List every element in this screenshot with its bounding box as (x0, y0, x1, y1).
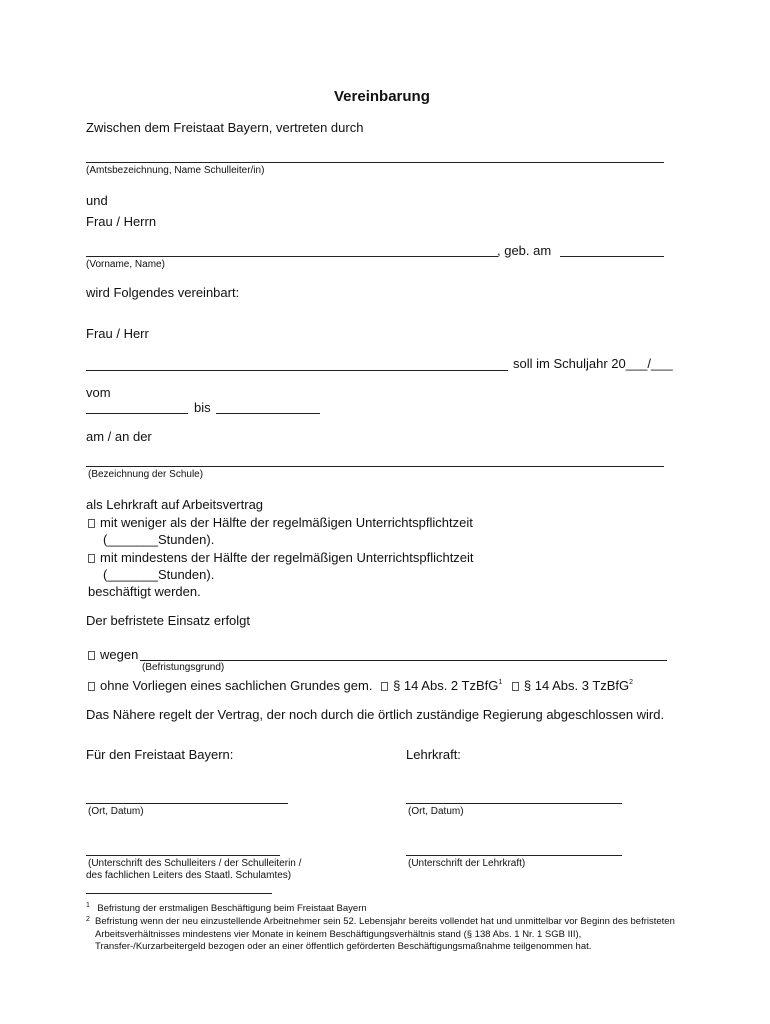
als-lehrkraft-text: als Lehrkraft auf Arbeitsvertrag (86, 497, 264, 512)
vom-label: vom (86, 385, 111, 400)
ort-datum-line-right[interactable] (406, 803, 622, 804)
official-name-line[interactable] (86, 162, 664, 163)
footnote-1-text: Befristung der erstmaligen Beschäftigung beim Freistaat Bayern (97, 903, 367, 914)
und-text: und (86, 193, 108, 208)
wegen-label: wegen (100, 647, 139, 662)
intro-text: Zwischen dem Freistaat Bayern, vertreten durch (86, 120, 364, 135)
naehere-text: Das Nähere regelt der Vertrag, der noch durch die örtlich zuständige Regierung abgeschlossen wird. (86, 707, 665, 722)
footnote-2-text: Befristung wenn der neu einzustellende Arbeitnehmer sein 52. Lebensjahr bereits vollendet hat und unmittelbar vor Beginn des befristeten Arbeitsverhältnisses mindestens vier Monate in keinem Beschäftigungsverhältnis stand (§ 138 Abs. 1 Nr. 1 SGB III), Transfer-/Kurzarbeitergeld bezogen oder an einer öffentlich geförderten Beschäftigungsmaßnahme teilgenommen hat. (95, 916, 675, 952)
option-weniger[interactable] (88, 515, 473, 530)
beschaeftigt-text: beschäftigt werden. (88, 584, 201, 599)
checkbox-tzbfg-3[interactable] (512, 682, 519, 691)
stunden-field-1[interactable]: (_______Stunden). (103, 532, 215, 547)
vom-date-line[interactable] (86, 413, 188, 414)
school-caption: (Bezeichnung der Schule) (88, 469, 204, 480)
lehrkraft-label: Lehrkraft: (406, 747, 461, 762)
befristungsgrund-caption: (Befristungsgrund) (142, 662, 225, 673)
teacher-name-line-2[interactable] (86, 370, 508, 371)
option-ohne-grund[interactable] (88, 678, 633, 693)
school-name-line[interactable] (86, 466, 664, 467)
footnote-1 (86, 898, 367, 916)
footnote-ref-2: 2 (629, 679, 634, 686)
teacher-name-line[interactable] (86, 256, 498, 257)
checkbox-weniger[interactable] (88, 519, 95, 528)
footnote-2: 2 Befristung wenn der neu einzustellende Arbeitnehmer sein 52. Lebensjahr bereits vollendet hat und unmittelbar vor Beginn des befristeten Arbeitsverhältnisses mindestens vier Monate in keinem Beschäftigungsverhältnis stand (§ 138 Abs. 1 Nr. 1 SGB III), Transfer-/Kurzarbeitergeld bezogen oder an einer öffentlich geförderten Beschäftigungsmaßnahme teilgenommen hat. (86, 916, 691, 954)
schuljahr-text[interactable]: soll im Schuljahr 20___/___ (513, 356, 673, 371)
footnote-1-number: 1 (86, 902, 90, 909)
signature-caption-left-1: (Unterschrift des Schulleiters / der Schulleiterin / (88, 858, 302, 869)
befristungsgrund-line[interactable] (140, 660, 667, 661)
checkbox-ohne-grund[interactable] (88, 682, 95, 691)
tzbfg-3-label: § 14 Abs. 3 TzBfG (523, 678, 630, 693)
option-wegen[interactable] (88, 647, 138, 662)
official-caption: (Amtsbezeichnung, Name Schulleiter/in) (86, 165, 265, 176)
frau-herr-label: Frau / Herr (86, 326, 149, 341)
signature-caption-right: (Unterschrift der Lehrkraft) (408, 858, 526, 869)
befristete-einsatz-text: Der befristete Einsatz erfolgt (86, 613, 251, 628)
freistaat-label: Für den Freistaat Bayern: (86, 747, 234, 762)
tzbfg-2-label: § 14 Abs. 2 TzBfG (393, 678, 499, 693)
checkbox-wegen[interactable] (88, 651, 95, 660)
vereinbart-text: wird Folgendes vereinbart: (86, 285, 240, 300)
footnote-ref-1: 1 (498, 679, 503, 686)
am-an-der-label: am / an der (86, 429, 152, 444)
option-mindestens-label: mit mindestens der Hälfte der regelmäßigen Unterrichtspflichtzeit (100, 550, 474, 565)
birthdate-line[interactable] (560, 256, 664, 257)
stunden-field-2[interactable]: (_______Stunden). (103, 567, 215, 582)
signature-line-right[interactable] (406, 855, 622, 856)
checkbox-tzbfg-2[interactable] (381, 682, 388, 691)
option-mindestens[interactable] (88, 550, 474, 565)
bis-label: bis (194, 400, 211, 415)
name-caption: (Vorname, Name) (86, 259, 165, 270)
geb-am-label: , geb. am (497, 243, 552, 258)
option-weniger-label: mit weniger als der Hälfte der regelmäßigen Unterrichtspflichtzeit (100, 515, 473, 530)
document-title: Vereinbarung (334, 88, 430, 105)
frau-herrn-label: Frau / Herrn (86, 214, 157, 229)
signature-line-left[interactable] (86, 855, 280, 856)
ort-datum-caption-right: (Ort, Datum) (408, 806, 464, 817)
ort-datum-line-left[interactable] (86, 803, 288, 804)
footnote-separator (86, 893, 272, 894)
checkbox-mindestens[interactable] (88, 554, 95, 563)
ort-datum-caption-left: (Ort, Datum) (88, 806, 144, 817)
bis-date-line[interactable] (216, 413, 320, 414)
ohne-grund-label: ohne Vorliegen eines sachlichen Grundes gem. (100, 678, 373, 693)
signature-caption-left-2: des fachlichen Leiters des Staatl. Schulamtes) (86, 870, 292, 881)
